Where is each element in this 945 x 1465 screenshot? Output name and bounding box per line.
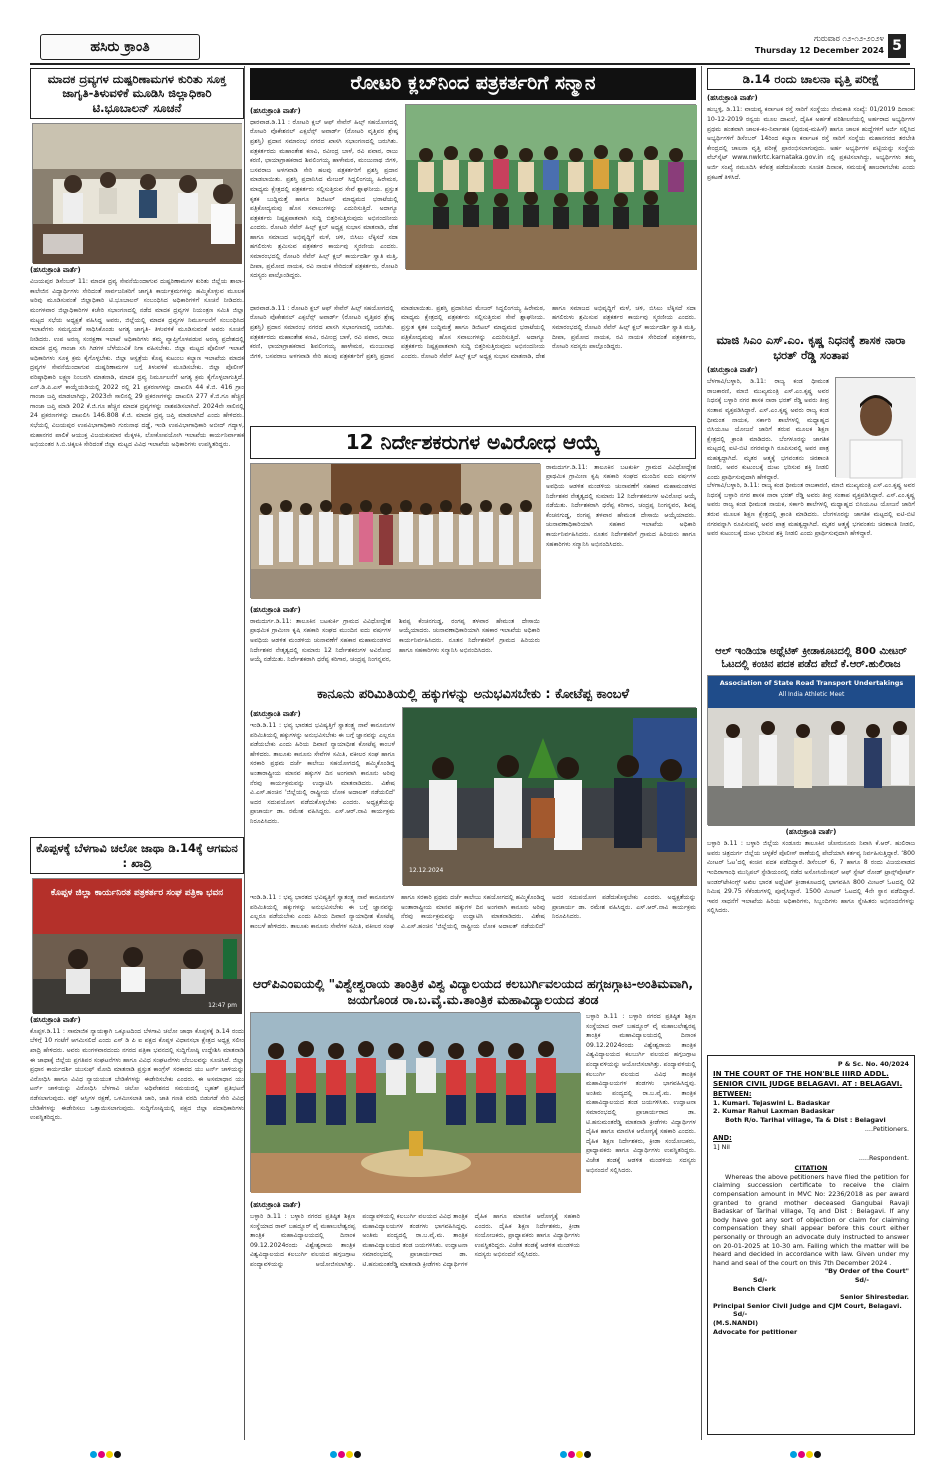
headline-tug-of-war: ಆರ್‌ಪಿಎಂಐಯಲ್ಲಿ "ವಿಶ್ವೇಶ್ವರಾಯ ತಾಂತ್ರಿಕ ವಿಶ್ವ ವಿದ್ಯಾಲಯದ ಕಲಬುರ್ಗಿವಲಯದ ಹಗ್ಗಜಗ್ಗಾಟ-ಅಂತಿಮವಾಗಿ, ಜಯಗೊಂಡ ರಾ.ಬ.ವೈ.ಮ.ತಾಂತ್ರಿಕ ಮಹಾವಿದ್ಯಾಲಯದ ತಂಡ [252,976,694,1007]
photo-meeting [32,123,242,263]
notice-and: AND: [713,1134,732,1143]
notice-shirestedar: Senior Shirestedar. [839,1293,909,1302]
photo-banner-press-bhavan: ಕೊಪ್ಪಳ ಜಿಲ್ಲಾ ಕಾರ್ಯನಿರತ ಪತ್ರಕರ್ತರ ಸಂಘ ಪತ್ರಿಕಾ ಭವನ [50,887,224,898]
notice-order: "By Order of the Court" [824,1267,909,1276]
photo-banner-asrtu: Association of State Road Transport Undertakings [719,679,904,688]
photo-directors-group [250,463,540,598]
article-body-law-bottom: ಇಂಡಿ.ಡಿ.11 : ಭವ್ಯ ಭಾರತದ ಭವಿಷ್ಯತ್ತಿಗೆ ಸ್ವಾತಂತ್ರ್ಯ ನಾವೆ ಕಾನೂನುಗಳ ಪರಿಮಿತಿಯಲ್ಲಿ ಹಕ್ಕುಗಳನ್ನು ಅನುಭವಿಸಬೇಕು ಈ ಬಗ್ಗೆ ಜ್ಞಾನವನ್ನು ಎಲ್ಲರೂ ಪಡೆಯಬೇಕು ಎಂದು ಹಿರಿಯ ದಿವಾಣಿ ನ್ಯಾಯಾಧೀಶ ಕೋಟೆಪ್ಪ ಕಾಂಬಳೆ ಹೇಳಿದರು. ತಾಲೂಕು ಕಾನೂನು ಸೇವೆಗಳ ಸಮಿತಿ, ವಕೀಲರ ಸಂಘ ಹಾಗೂ ಸರಕಾರಿ ಪ್ರಥಮ ದರ್ಜೆ ಕಾಲೇಜು ಸಹಯೋಗದಲ್ಲಿ ಹಮ್ಮಿಕೊಂಡಿದ್ದ ಅಂತಾರಾಷ್ಟ್ರೀಯ ಮಾನವ ಹಕ್ಕುಗಳ ದಿನ ಅಂಗವಾಗಿ ಕಾನೂನು ಅರಿವು ನೆರವು ಕಾರ್ಯಕ್ರಮವನ್ನು ಉದ್ಘಾಟಿಸಿ ಮಾತನಾಡಿದರು. ವಿಶೇಷ ವಿ.ಎಸ್.ಹಂಚಿನ 'ಜಿಲ್ಲೆಯಲ್ಲಿ ರಾಷ್ಟ್ರೀಯ ಲೋಕ ಅದಾಲತ್ ನಡೆಯಲಿದೆ' ಅದರ ಸದುಪಯೋಗ ಪಡೆದುಕೊಳ್ಳಬೇಕು ಎಂದರು. ಅಧ್ಯಕ್ಷತೆಯನ್ನು ಪ್ರಾಚಾರ್ಯ ಡಾ. ರಮೇಶ ವಹಿಸಿದ್ದರು. ಎಸ್.ಆರ್.ನಾವಿ ಕಾರ್ಯಕ್ರಮ ನಿರೂಪಿಸಿದರು. [250,894,696,930]
article-condolence [707,377,915,639]
article-body-directors-side: ರಾಮದುರ್ಗ.ಡಿ.11: ತಾಲೂಕಿನ ಬಟಕುರ್ಕಿ ಗ್ರಾಮದ ವಿವಿಧೋದ್ದೇಶ ಪ್ರಾಥಮಿಕ ಗ್ರಾಮೀಣ ಕೃಷಿ ಸಹಕಾರಿ ಸಂಘದ ಮುಂದಿನ ಐದು ವರ್ಷಗಳ ಅವಧಿಯ ಆಡಳಿತ ಮಂಡಳಿಯ ಚುನಾವಣೆಗೆ ಸಹಕಾರ ಮಹಾಮಂಡಳದ ನಿರ್ದೇಶಕರ ನೇತೃತ್ವದಲ್ಲಿ ಸುಮಾರು 12 ನಿರ್ದೇಶಕರುಗಳ ಅವಿರೋಧ ಆಯ್ಕೆ ನಡೆಯಿತು. ನಿರ್ದೇಶಕರಾಗಿ ಧರೆಪ್ಪ ಕರಿಗಾರ, ಚಂದ್ರಪ್ಪ ನಿಂಗನ್ನವರ, ಶಿವಪ್ಪ ಕೆಂಚನಗುಡ್ಡ, ರಂಗಪ್ಪ ತಳವಾರ ಹೇಮಂತ ದೇಸಾಯಿ ಆಯ್ಕೆಯಾದರು. ಚುನಾವಣಾಧಿಕಾರಿಯಾಗಿ ಸಹಕಾರ ಇಲಾಖೆಯ ಅಧಿಕಾರಿ ಕಾರ್ಯನಿರ್ವಹಿಸಿದರು. ನೂತನ ನಿರ್ದೇಶಕರಿಗೆ ಗ್ರಾಮದ ಹಿರಿಯರು ಹಾಗೂ ಸಹಕಾರಿಗಳು ಸನ್ಮಾನಿಸಿ ಅಭಿನಂದಿಸಿದರು. [546,463,696,548]
byline: (ಹಸಿರುಕ್ರಾಂತಿ ವಾರ್ತೆ) [30,266,81,275]
right-column [701,66,915,1440]
registration-marks-center-right [560,1443,592,1451]
notice-body: Whereas the above petitioners have filed the petition for claiming succession certificate to receive the claim compensation amount in MVC No: 2236/2018 as per award granted to grand mother deceased Gangubai Ravaji Badaskar of Tarihal village, Tq and Dist : Belagavi. If any body have got any sort of objection or claim for claiming compensation they shall appear before this court either personally or through an advocate duly instructed to answer on 20-01-2025 at 10-30 am. Failing which the matter will be heard and decided in accordance with law. Given under my hand and seal of the court on this 7th December 2024 . [713,1172,909,1267]
article-body-belagavi-chalo: ಕೊಪ್ಪಳ.ಡಿ.11 : ಸಾಮಾಜಿಕ ನ್ಯಾಯಕ್ಕಾಗಿ ಒಕ್ಕೂಟದಿಂದ ಬೆಳಗಾವಿ ಚಲೋ ಜಾಥಾ ಕೊಪ್ಪಳಕ್ಕೆ ಡಿ.14 ರಂದು ಬೆಳಿಗ್ಗೆ 10 ಗಂಟೆಗೆ ಆಗಮಿಸಲಿದೆ ಎಂದು ಎಸ್ ಡಿ ಪಿ ಐ ಪಕ್ಷದ ಕೊಪ್ಪಳ ವಿಧಾನಸಭಾ ಕ್ಷೇತ್ರದ ಅಧ್ಯಕ್ಷ ಸಲೀಂ ಖಾದ್ರಿ ಹೇಳಿದರು. ಅವರು ಮಂಗಳವಾರದಂದು ನಗರದ ಪತ್ರಿಕಾ ಭವನದಲ್ಲಿ ಸುದ್ದಿಗೋಷ್ಠಿ ಉದ್ದೇಶಿಸಿ ಮಾತನಾಡಿ ಈ ಜಾಥಾಕ್ಕೆ ಜಿಲ್ಲೆಯ ಪ್ರಗತಿಪರ ಸಂಘಟನೆಗಳು ಹಾಗೂ ವಿವಿಧ ಸಂಘಟನೆಗಳು ಬೆಂಬಲವನ್ನು ಸೂಚಿಸಿದೆ. ಜಿಲ್ಲಾ ಪ್ರಧಾನ ಕಾರ್ಯದರ್ಶಿ ಯುಸುಫ್ ಮೋದಿ ಮಾತನಾಡಿ ಪ್ರಸ್ತುತ ಕಾಂಗ್ರೆಸ್ ಸರಕಾರದ ಯು ಟರ್ನ್ ಚಾಳಿಯನ್ನು ವಿರೋಧಿಸಿ ಹಾಗೂ ವಿವಿಧ ನ್ಯಾಯಯುತ ಬೇಡಿಕೆಗಳನ್ನು ಈಡೇರಿಸಬೇಕು ಎಂದರು. ಈ ಅಸಮಾಧಾನ ಯು ಟರ್ನ್ ಚಾಳಿಯನ್ನು ವಿರೋಧಿಸಿ ಬೆಳಗಾವಿ ಚಲೋ ಅಧಿವೇಶನದ ಸಮಯದಲ್ಲಿ ಬೃಹತ್ ಪ್ರತಿಭಟನೆ ನಡೆಸಲಾಗುವುದು. ವಕ್ಫ್ ಆಸ್ತಿಗಳ ರಕ್ಷಣೆ, ಒಳಮೀಸಲಾತಿ ಜಾರಿ, ಜಾತಿ ಗಣತಿ ವರದಿ ಬಿಡುಗಡೆ ಸೇರಿ ವಿವಿಧ ಬೇಡಿಕೆಗಳನ್ನು ಈಡೇರಿಸಲು ಒತ್ತಾಯಿಸಲಾಗುವುದು. ಸುದ್ದಿಗೋಷ್ಠಿಯಲ್ಲಿ ಪಕ್ಷದ ಜಿಲ್ಲಾ ಪದಾಧಿಕಾರಿಗಳು ಉಪಸ್ಥಿತರಿದ್ದರು. [30,1027,244,1122]
notice-ref: P & Sc. No. 40/2024 [837,1060,909,1069]
headline-law: ಕಾನೂನು ಪರಿಮಿತಿಯಲ್ಲಿ ಹಕ್ಕುಗಳನ್ನು ಅನುಭವಿಸಬೇಕು : ಕೋಟೆಪ್ಪ ಕಾಂಬಳೆ [317,686,629,702]
article-body-rotary-top: ಧಾರವಾಡ.ಡಿ.11 : ರೋಟರಿ ಕ್ಲಬ್ ಆಫ್ ಸೇವೆನ್ ಹಿಲ್ಸ್ ಸಹಯೋಗದಲ್ಲಿ ರೋಟರಿ ವೊಕೇಶನಲ್ ಎಕ್ಸಲೆನ್ಸ್ ಅವಾರ್ಡ್ (ರೋಟರಿ ವೃತ್ತಿಪರ ಶ್ರೇಷ್ಠ ಪ್ರಶಸ್ತಿ) ಪ್ರದಾನ ಸಮಾರಂಭ ನಗರದ ಖಾಸಗಿ ಸಭಾಂಗಣದಲ್ಲಿ ಜರುಗಿತು. ಪತ್ರಕರ್ತರದು ಮಹಾಂತೇಶ ಕಣವಿ, ರವೀಂದ್ರ ಬಾಳೆ, ರವಿ ಪವಾರ, ರಾಜು ಕರಣಿ, ಛಾಯಾಗ್ರಾಹಕರಾದ ಶಿವಲಿಂಗಯ್ಯ ಹಾಳೇಮಠ, ಮಂಜುನಾಥ ಜಿಗಳಿ, ಬಸವರಾಜ ಅಳಗವಾಡಿ ಸೇರಿ ಹಲವು ಪತ್ರಕರ್ತರಿಗೆ ಪ್ರಶಸ್ತಿ ಪ್ರದಾನ ಮಾಡಲಾಯಿತು. ಪ್ರಶಸ್ತಿ ಪ್ರದಾನಿಸಿದ ಮೇಜರ್ ಸಿದ್ದಲಿಂಗಯ್ಯ ಹಿರೇಮಠ, ಮಾಧ್ಯಮ ಕ್ಷೇತ್ರದಲ್ಲಿ ಪತ್ರಕರ್ತರು ಸಲ್ಲಿಸುತ್ತಿರುವ ಸೇವೆ ಶ್ಲಾಘನೀಯ. ಪ್ರಸ್ತುತ ಕೃತಕ ಬುದ್ಧಿಮತ್ತೆ ಹಾಗೂ ಡಿಜಿಟಲ್ ಮಾಧ್ಯಮದ ಭರಾಟೆಯಲ್ಲಿ ಪತ್ರಿಕೋದ್ಯಮವು ಹೊಸ ಸವಾಲುಗಳನ್ನು ಎದುರಿಸುತ್ತಿದೆ. ಅದಾಗ್ಯೂ ಪತ್ರಕರ್ತರು ನಿಷ್ಪಕ್ಷಪಾತವಾಗಿ ಸುದ್ದಿ ಬಿತ್ತರಿಸುತ್ತಿರುವುದು ಅಭಿನಂದನೀಯ ಎಂದರು. ರೋಟರಿ ಸೆವೆನ್ ಹಿಲ್ಸ್ ಕ್ಲಬ್ ಅಧ್ಯಕ್ಷ ಸುಭಾಸ ಮಾತನಾಡಿ, ದೇಶ ಹಾಗೂ ಸಮಾಜದ ಅಭಿವೃದ್ಧಿಗೆ ಮಳೆ, ಚಳಿ, ಬಿಸಿಲು ಲೆಕ್ಕಿಸದೆ ಸದಾ ಹಗಲಿರುಳು ಶ್ರಮಿಸುವ ಪತ್ರಕರ್ತರ ಕಾರ್ಯವು ಸ್ಮರಣೀಯ ಎಂದರು. ಸಮಾರಂಭದಲ್ಲಿ ರೋಟರಿ ಸೆವೆನ್ ಹಿಲ್ಸ್ ಕ್ಲಬ್ ಕಾರ್ಯದರ್ಶಿ ಸ್ವಾತಿ ಮತ್ತಿ, ದೀಪಾ, ಪ್ರಮೋದ ನಾಯಕ, ರವಿ ನಾಯಕ ಸೇರಿದಂತೆ ಪತ್ರಕರ್ತರು, ರೋಟರಿ ಸದಸ್ಯರು ಪಾಲ್ಗೊಂಡಿದ್ದರು. [250,118,398,280]
byline: (ಹಸಿರುಕ್ರಾಂತಿ ವಾರ್ತೆ) [30,1015,81,1024]
court-notice [707,1055,915,1435]
byline: (ಹಸಿರುಕ್ರಾಂತಿ ವಾರ್ತೆ) [785,828,837,837]
article-tug-of-war [250,1012,696,1384]
byline: (ಹಸಿರುಕ್ರಾಂತಿ ವಾರ್ತೆ) [707,94,758,103]
article-directors [250,463,696,683]
paper-name: ಹಸಿರು ಕ್ರಾಂತಿ [40,34,200,60]
headline-drug-awareness: ಮಾದಕ ದ್ರವ್ಯಗಳ ದುಷ್ಪರಿಣಾಮಗಳ ಕುರಿತು ಸೂಕ್ತ ಜಾಗೃತಿ-ತಿಳುವಳಿಕೆ ಮೂಡಿಸಿ ಜಿಲ್ಲಾಧಿಕಾರಿ ಟಿ.ಭೂಬಾಲನ್ ಸೂಚನೆ [30,68,244,119]
photo-timestamp: 12.12.2024 [409,867,444,874]
notice-sd-2: Sd/- [854,1276,869,1284]
photo-tug-of-war-team [250,1012,580,1192]
photo-law-event [402,707,696,885]
left-column [30,66,245,1440]
registration-marks-right [790,1443,822,1451]
date-block [755,33,884,57]
middle-column [250,66,696,1440]
photo-press-meet [32,878,242,1013]
header-rule [30,63,910,65]
notice-respondent-nil: 1] Nil [713,1143,730,1152]
notice-principal-judge: Principal Senior Civil Judge and CJM Court, Belagavi. [713,1301,902,1310]
article-rotary [250,104,696,424]
date-kannada: ಗುರುವಾರ ೧೨-೧೨-೨೦೨೪ [814,34,884,43]
headline-directors: 12 ನಿರ್ದೇಶಕರುಗಳ ಅವಿರೋಧ ಆಯ್ಕೆ [250,426,696,459]
headline-condolence: ಮಾಜಿ ಸಿಎಂ ಎಸ್.ಎಂ. ಕೃಷ್ಣ ನಿಧನಕ್ಕೆ ಶಾಸಕ ನಾರಾ ಭರತ್ ರೆಡ್ಡಿ ಸಂತಾಪ [716,333,906,362]
notice-citation: CITATION [794,1164,828,1173]
registration-marks-left [90,1443,122,1451]
notice-sd-1: Sd/- [753,1276,768,1284]
date-english: Thursday 12 December 2024 [754,46,884,55]
article-body-tug-side: ಬಳ್ಳಾರಿ ಡಿ.11 : ಬಳ್ಳಾರಿ ನಗರದ ಪ್ರತಿಷ್ಠಿತ ಶಿಕ್ಷಣ ಸಂಸ್ಥೆಯಾದ ರಾವ್ ಬಹದ್ದೂರ್ ವೈ ಮಹಾಬಲೇಶ್ವರಪ್ಪ ತಾಂತ್ರಿಕ ಮಹಾವಿದ್ಯಾಲಯದಲ್ಲಿ ದಿನಾಂಕ 09.12.2024ರಂದು ವಿಶ್ವೇಶ್ವರಾಯ ತಾಂತ್ರಿಕ ವಿಶ್ವವಿದ್ಯಾಲಯದ ಕಲಬುರ್ಗಿ ವಲಯದ ಹಗ್ಗಜಗ್ಗಾಟ ಪಂದ್ಯಾವಳಿಯನ್ನು ಆಯೋಜಿಸಲಾಗಿತ್ತು. ಪಂದ್ಯಾವಳಿಯಲ್ಲಿ ಕಲಬುರ್ಗಿ ವಲಯದ ವಿವಿಧ ತಾಂತ್ರಿಕ ಮಹಾವಿದ್ಯಾಲಯಗಳ ತಂಡಗಳು ಭಾಗವಹಿಸಿದ್ದವು. ಅಂತಿಮ ಪಂದ್ಯದಲ್ಲಿ ರಾ.ಬ.ವೈ.ಮ. ತಾಂತ್ರಿಕ ಮಹಾವಿದ್ಯಾಲಯದ ತಂಡ ಜಯಗಳಿಸಿತು. ಉದ್ಘಾಟನಾ ಸಮಾರಂಭದಲ್ಲಿ ಪ್ರಾಚಾರ್ಯರಾದ ಡಾ. ಟಿ.ಹನುಮಂತರೆಡ್ಡಿ ಮಾತನಾಡಿ ಕ್ರೀಡೆಗಳು ವಿದ್ಯಾರ್ಥಿಗಳ ದೈಹಿಕ ಹಾಗೂ ಮಾನಸಿಕ ಆರೋಗ್ಯಕ್ಕೆ ಸಹಕಾರಿ ಎಂದರು. ದೈಹಿಕ ಶಿಕ್ಷಣ ನಿರ್ದೇಶಕರು, ಕ್ರೀಡಾ ಸಂಯೋಜಕರು, ಪ್ರಾಧ್ಯಾಪಕರು ಹಾಗೂ ವಿದ್ಯಾರ್ಥಿಗಳು ಉಪಸ್ಥಿತರಿದ್ದರು. ವಿಜೇತ ತಂಡಕ್ಕೆ ಆಡಳಿತ ಮಂಡಳಿಯ ಸದಸ್ಯರು ಅಭಿನಂದನೆ ಸಲ್ಲಿಸಿದರು. [586,1013,696,1174]
photo-mla-portrait [835,377,915,477]
notice-party-2: 2. Kumar Rahul Laxman Badaskar [713,1107,835,1116]
article-body-condolence-side: ಬೆಳಗಾವಿ/ಬಳ್ಳಾರಿ, ಡಿ.11: ರಾಜ್ಯ ಕಂಡ ಧೀಮಂತ ರಾಜಕಾರಣಿ, ಮಾಜಿ ಮುಖ್ಯಮಂತ್ರಿ ಎಸ್.ಎಂ.ಕೃಷ್ಣ ಅವರ ನಿಧನಕ್ಕೆ ಬಳ್ಳಾರಿ ನಗರ ಶಾಸಕ ನಾರಾ ಭರತ್ ರೆಡ್ಡಿ ಅವರು ತೀವ್ರ ಸಂತಾಪ ವ್ಯಕ್ತಪಡಿಸಿದ್ದಾರೆ. ಎಸ್.ಎಂ.ಕೃಷ್ಣ ಅವರು ರಾಜ್ಯ ಕಂಡ ಧೀಮಂತ ನಾಯಕ, ಸರ್ಕಾರಿ ಶಾಲೆಗಳಲ್ಲಿ ಮಧ್ಯಾಹ್ನದ ಬಿಸಿಯೂಟ ಯೋಜನೆ ಜಾರಿಗೆ ತರುವ ಮೂಲಕ ಶಿಕ್ಷಣ ಕ್ಷೇತ್ರದಲ್ಲಿ ಕ್ರಾಂತಿ ಮಾಡಿದರು. ಬೆಂಗಳೂರನ್ನು ಜಾಗತಿಕ ಮಟ್ಟದಲ್ಲಿ ಐಟಿ-ಬಿಟಿ ನಗರವನ್ನಾಗಿ ರೂಪಿಸುವಲ್ಲಿ ಅವರ ಪಾತ್ರ ಮಹತ್ವದ್ದಾಗಿದೆ. ಮೃತರ ಆತ್ಮಕ್ಕೆ ಭಗವಂತನು ಚಿರಶಾಂತಿ ನೀಡಲಿ, ಅವರ ಕುಟುಂಬಕ್ಕೆ ದುಃಖ ಭರಿಸುವ ಶಕ್ತಿ ನೀಡಲಿ ಎಂದು ಪ್ರಾರ್ಥಿಸುವುದಾಗಿ ಹೇಳಿದ್ದಾರೆ. [707,378,829,482]
notice-advocate-name: (M.S.NANDI) [713,1318,758,1327]
article-body-law-left: ಇಂಡಿ.ಡಿ.11 : ಭವ್ಯ ಭಾರತದ ಭವಿಷ್ಯತ್ತಿಗೆ ಸ್ವಾತಂತ್ರ್ಯ ನಾವೆ ಕಾನೂನುಗಳ ಪರಿಮಿತಿಯಲ್ಲಿ ಹಕ್ಕುಗಳನ್ನು ಅನುಭವಿಸಬೇಕು ಈ ಬಗ್ಗೆ ಜ್ಞಾನವನ್ನು ಎಲ್ಲರೂ ಪಡೆಯಬೇಕು ಎಂದು ಹಿರಿಯ ದಿವಾಣಿ ನ್ಯಾಯಾಧೀಶ ಕೋಟೆಪ್ಪ ಕಾಂಬಳೆ ಹೇಳಿದರು. ತಾಲೂಕು ಕಾನೂನು ಸೇವೆಗಳ ಸಮಿತಿ, ವಕೀಲರ ಸಂಘ ಹಾಗೂ ಸರಕಾರಿ ಪ್ರಥಮ ದರ್ಜೆ ಕಾಲೇಜು ಸಹಯೋಗದಲ್ಲಿ ಹಮ್ಮಿಕೊಂಡಿದ್ದ ಅಂತಾರಾಷ್ಟ್ರೀಯ ಮಾನವ ಹಕ್ಕುಗಳ ದಿನ ಅಂಗವಾಗಿ ಕಾನೂನು ಅರಿವು ನೆರವು ಕಾರ್ಯಕ್ರಮವನ್ನು ಉದ್ಘಾಟಿಸಿ ಮಾತನಾಡಿದರು. ವಿಶೇಷ ವಿ.ಎಸ್.ಹಂಚಿನ 'ಜಿಲ್ಲೆಯಲ್ಲಿ ರಾಷ್ಟ್ರೀಯ ಲೋಕ ಅದಾಲತ್ ನಡೆಯಲಿದೆ' ಅದರ ಸದುಪಯೋಗ ಪಡೆದುಕೊಳ್ಳಬೇಕು ಎಂದರು. ಅಧ್ಯಕ್ಷತೆಯನ್ನು ಪ್ರಾಚಾರ್ಯ ಡಾ. ರಮೇಶ ವಹಿಸಿದ್ದರು. ಎಸ್.ಆರ್.ನಾವಿ ಕಾರ್ಯಕ್ರಮ ನಿರೂಪಿಸಿದರು. [250,722,395,825]
photo-rotary-group [405,104,696,269]
photo-timestamp: 12:47 pm [208,1001,237,1009]
article-body-rotary-bottom: ಧಾರವಾಡ.ಡಿ.11 : ರೋಟರಿ ಕ್ಲಬ್ ಆಫ್ ಸೇವೆನ್ ಹಿಲ್ಸ್ ಸಹಯೋಗದಲ್ಲಿ ರೋಟರಿ ವೊಕೇಶನಲ್ ಎಕ್ಸಲೆನ್ಸ್ ಅವಾರ್ಡ್ (ರೋಟರಿ ವೃತ್ತಿಪರ ಶ್ರೇಷ್ಠ ಪ್ರಶಸ್ತಿ) ಪ್ರದಾನ ಸಮಾರಂಭ ನಗರದ ಖಾಸಗಿ ಸಭಾಂಗಣದಲ್ಲಿ ಜರುಗಿತು. ಪತ್ರಕರ್ತರದು ಮಹಾಂತೇಶ ಕಣವಿ, ರವೀಂದ್ರ ಬಾಳೆ, ರವಿ ಪವಾರ, ರಾಜು ಕರಣಿ, ಛಾಯಾಗ್ರಾಹಕರಾದ ಶಿವಲಿಂಗಯ್ಯ ಹಾಳೇಮಠ, ಮಂಜುನಾಥ ಜಿಗಳಿ, ಬಸವರಾಜ ಅಳಗವಾಡಿ ಸೇರಿ ಹಲವು ಪತ್ರಕರ್ತರಿಗೆ ಪ್ರಶಸ್ತಿ ಪ್ರದಾನ ಮಾಡಲಾಯಿತು. ಪ್ರಶಸ್ತಿ ಪ್ರದಾನಿಸಿದ ಮೇಜರ್ ಸಿದ್ದಲಿಂಗಯ್ಯ ಹಿರೇಮಠ, ಮಾಧ್ಯಮ ಕ್ಷೇತ್ರದಲ್ಲಿ ಪತ್ರಕರ್ತರು ಸಲ್ಲಿಸುತ್ತಿರುವ ಸೇವೆ ಶ್ಲಾಘನೀಯ. ಪ್ರಸ್ತುತ ಕೃತಕ ಬುದ್ಧಿಮತ್ತೆ ಹಾಗೂ ಡಿಜಿಟಲ್ ಮಾಧ್ಯಮದ ಭರಾಟೆಯಲ್ಲಿ ಪತ್ರಿಕೋದ್ಯಮವು ಹೊಸ ಸವಾಲುಗಳನ್ನು ಎದುರಿಸುತ್ತಿದೆ. ಅದಾಗ್ಯೂ ಪತ್ರಕರ್ತರು ನಿಷ್ಪಕ್ಷಪಾತವಾಗಿ ಸುದ್ದಿ ಬಿತ್ತರಿಸುತ್ತಿರುವುದು ಅಭಿನಂದನೀಯ ಎಂದರು. ರೋಟರಿ ಸೆವೆನ್ ಹಿಲ್ಸ್ ಕ್ಲಬ್ ಅಧ್ಯಕ್ಷ ಸುಭಾಸ ಮಾತನಾಡಿ, ದೇಶ ಹಾಗೂ ಸಮಾಜದ ಅಭಿವೃದ್ಧಿಗೆ ಮಳೆ, ಚಳಿ, ಬಿಸಿಲು ಲೆಕ್ಕಿಸದೆ ಸದಾ ಹಗಲಿರುಳು ಶ್ರಮಿಸುವ ಪತ್ರಕರ್ತರ ಕಾರ್ಯವು ಸ್ಮರಣೀಯ ಎಂದರು. ಸಮಾರಂಭದಲ್ಲಿ ರೋಟರಿ ಸೆವೆನ್ ಹಿಲ್ಸ್ ಕ್ಲಬ್ ಕಾರ್ಯದರ್ಶಿ ಸ್ವಾತಿ ಮತ್ತಿ, ದೀಪಾ, ಪ್ರಮೋದ ನಾಯಕ, ರವಿ ನಾಯಕ ಸೇರಿದಂತೆ ಪತ್ರಕರ್ತರು, ರೋಟರಿ ಸದಸ್ಯರು ಪಾಲ್ಗೊಂಡಿದ್ದರು. [250,304,696,360]
notice-respondent: .....Respondent. [858,1153,909,1162]
notice-signatures [713,1276,909,1285]
byline: (ಹಸಿರುಕ್ರಾಂತಿ ವಾರ್ತೆ) [250,605,301,614]
photo-athletics-medal [707,675,915,825]
registration-marks-center-left [330,1443,362,1451]
article-body-driving-test: ಹುಬ್ಬಳ್ಳಿ, ಡಿ.11: ವಾಯವ್ಯ ಕರ್ನಾಟಕ ರಸ್ತೆ ಸಾರಿಗೆ ಸಂಸ್ಥೆಯು ನೇಮಕಾತಿ ಸಂಖ್ಯೆ: 01/2019 ದಿನಾಂಕ: 10-12-2019 ರನ್ವಯ ಮೂಲ ದಾಖಲೆ, ದೈಹಿಕ ಅರ್ಹತೆ ಪರಿಶೀಲನೆಯಲ್ಲಿ ಅರ್ಹರಾದ ಅಭ್ಯರ್ಥಿಗಳ ಪ್ರಥಮ ಹಂತವಾಗಿ ಚಾಲಕ-ಕಂ-ನಿರ್ವಾಹಕ (ಪುರುಷ-ಮಹಿಳೆ) ಹಾಗೂ ಚಾಲಕ ಹುದ್ದೆಗಳಿಗೆ ಅರ್ಜಿ ಸಲ್ಲಿಸಿದ ಅಭ್ಯರ್ಥಿಗಳಿಗೆ ಡಿಸೆಂಬರ್ 14ರಿಂದ ಕಲ್ಯಾಣ ಕರ್ನಾಟಕ ರಸ್ತೆ ಸಾರಿಗೆ ಸಂಸ್ಥೆಯ ಮಹಾನಗರದ ತರಬೇತಿ ಕೇಂದ್ರದಲ್ಲಿ ಚಾಲನಾ ವೃತ್ತಿ ಪರೀಕ್ಷೆ ಪ್ರಾರಂಭಿಸಲಾಗುವುದು. ಅರ್ಹ ಅಭ್ಯರ್ಥಿಗಳ ಪಟ್ಟಿಯನ್ನು ಸಂಸ್ಥೆಯ ವೆಬ್‌ಸೈಟ್ www.nwkrtc.karnataka.gov.in ನಲ್ಲಿ ಪ್ರಕಟಿಸಲಾಗಿದ್ದು, ಅಭ್ಯರ್ಥಿಗಳು ತಮ್ಮ ಅರ್ಜಿ ಸಂಖ್ಯೆ ನಮೂದಿಸಿ ಕರೆಪತ್ರ ಪಡೆದುಕೊಂಡು ಸೂಚಿತ ದಿನಾಂಕ, ಸಮಯಕ್ಕೆ ಹಾಜರಾಗಬೇಕು ಎಂದು ಪ್ರಕಟಣೆ ತಿಳಿಸಿದೆ. [707,106,915,181]
article-body-directors: ರಾಮದುರ್ಗ.ಡಿ.11: ತಾಲೂಕಿನ ಬಟಕುರ್ಕಿ ಗ್ರಾಮದ ವಿವಿಧೋದ್ದೇಶ ಪ್ರಾಥಮಿಕ ಗ್ರಾಮೀಣ ಕೃಷಿ ಸಹಕಾರಿ ಸಂಘದ ಮುಂದಿನ ಐದು ವರ್ಷಗಳ ಅವಧಿಯ ಆಡಳಿತ ಮಂಡಳಿಯ ಚುನಾವಣೆಗೆ ಸಹಕಾರ ಮಹಾಮಂಡಳದ ನಿರ್ದೇಶಕರ ನೇತೃತ್ವದಲ್ಲಿ ಸುಮಾರು 12 ನಿರ್ದೇಶಕರುಗಳ ಅವಿರೋಧ ಆಯ್ಕೆ ನಡೆಯಿತು. ನಿರ್ದೇಶಕರಾಗಿ ಧರೆಪ್ಪ ಕರಿಗಾರ, ಚಂದ್ರಪ್ಪ ನಿಂಗನ್ನವರ, ಶಿವಪ್ಪ ಕೆಂಚನಗುಡ್ಡ, ರಂಗಪ್ಪ ತಳವಾರ ಹೇಮಂತ ದೇಸಾಯಿ ಆಯ್ಕೆಯಾದರು. ಚುನಾವಣಾಧಿಕಾರಿಯಾಗಿ ಸಹಕಾರ ಇಲಾಖೆಯ ಅಧಿಕಾರಿ ಕಾರ್ಯನಿರ್ವಹಿಸಿದರು. ನೂತನ ನಿರ್ದೇಶಕರಿಗೆ ಗ್ರಾಮದ ಹಿರಿಯರು ಹಾಗೂ ಸಹಕಾರಿಗಳು ಸನ್ಮಾನಿಸಿ ಅಭಿನಂದಿಸಿದರು. [250,617,540,664]
notice-party-address: Both R/o. Tarihal village, Ta & Dist : Belagavi [725,1115,886,1124]
notice-bench-clerk: Bench Clerk [733,1284,776,1293]
page-number: 5 [888,34,906,58]
notice-between: BETWEEN: [713,1089,752,1098]
headline-rotary: ರೋಟರಿ ಕ್ಲಬ್‌ನಿಂದ ಪತ್ರಕರ್ತರಿಗೆ ಸನ್ಮಾನ [250,68,696,100]
headline-athletics: ಆಲ್ ಇಂಡಿಯಾ ಅಥ್ಲೆಟಿಕ್ ಕ್ರೀಡಾಕೂಟದಲ್ಲಿ 800 ಮೀಟರ್ ಓಟದಲ್ಲಿ ಕಂಚಿನ ಪದಕ ಪಡೆದ ಪೇದೆ ಕೆ.ಆರ್.ಹುಲಿರಾಜ [715,646,907,671]
byline: (ಹಸಿರುಕ್ರಾಂತಿ ವಾರ್ತೆ) [707,366,758,375]
byline: (ಹಸಿರುಕ್ರಾಂತಿ ವಾರ್ತೆ) [250,106,301,115]
byline: (ಹಸಿರುಕ್ರಾಂತಿ ವಾರ್ತೆ) [250,1201,301,1209]
headline-driving-test: ಡಿ.14 ರಂದು ಚಾಲನಾ ವೃತ್ತಿ ಪರೀಕ್ಷೆ [707,68,915,90]
article-body-drug-awareness: ವಿಜಯಪುರ ಡಿಸೆಂಬರ್ 11: ಮಾದಕ ದ್ರವ್ಯ ಸೇವನೆಯಿಂದಾಗುವ ದುಷ್ಪರಿಣಾಮಗಳ ಕುರಿತು ಜಿಲ್ಲೆಯ ಶಾಲಾ-ಕಾಲೇಜಿನ ವಿದ್ಯಾರ್ಥಿಗಳು ಸೇರಿದಂತೆ ಸಾರ್ವಜನಿಕರಿಗೆ ಜಾಗೃತಿ ಕಾರ್ಯಕ್ರಮಗಳನ್ನು ಹಮ್ಮಿಕೊಳ್ಳುವ ಮೂಲಕ ಅರಿವು ಮೂಡಿಸುವಂತೆ ಜಿಲ್ಲಾಧಿಕಾರಿ ಟಿ.ಭೂಬಾಲನ್ ಸಂಬಂಧಿಸಿದ ಅಧಿಕಾರಿಗಳಿಗೆ ಸೂಚನೆ ನೀಡಿದರು. ಮಂಗಳವಾರ ಜಿಲ್ಲಾಧಿಕಾರಿಗಳ ಕಚೇರಿ ಸಭಾಂಗಣದಲ್ಲಿ ನಡೆದ ಮಾದಕ ದ್ರವ್ಯಗಳ ನಿಯಂತ್ರಣ ಸಮಿತಿ ಜಿಲ್ಲಾ ಮಟ್ಟದ ಸಭೆಯ ಅಧ್ಯಕ್ಷತೆ ವಹಿಸಿದ್ದ ಅವರು, ಜಿಲ್ಲೆಯಲ್ಲಿ ಮಾದಕ ದ್ರವ್ಯಗಳ ನಿರ್ಮೂಲನೆಗೆ ಸಂಬಂಧಿಸಿದ ಇಲಾಖೆಗಳು ಸಮನ್ವಯತೆ ಸಾಧಿಸಿಕೊಂಡು ಅಗತ್ಯ ಜಾಗೃತಿ- ತಿಳುವಳಿಕೆ ಮೂಡಿಸುವಂತೆ ಅವರು ಸೂಚನೆ ನೀಡಿದರು. ಉಪ ಅರಣ್ಯ ಸಂರಕ್ಷಣಾ ಇಲಾಖೆ ಅಧಿಕಾರಿಗಳು ತಮ್ಮ ವ್ಯಾಪ್ತಿಗೊಳಪಡುವ ಅರಣ್ಯ ಪ್ರದೇಶದಲ್ಲಿ ಮಾದಕ ದ್ರವ್ಯ ಗಾಂಜಾ ಸಸಿ ಗಿಡಗಳ ಬೆಳೆಯುವಿಕೆ ನಿಗಾ ವಹಿಸಬೇಕು. ಜಿಲ್ಲಾ ಮಟ್ಟದ ಪೊಲೀಸ್ ಇಲಾಖೆ ಅಧಿಕಾರಿಗಳು ಸೂಕ್ತ ಕ್ರಮ ಕೈಗೊಳ್ಳಬೇಕು. ಜಿಲ್ಲಾ ಆಸ್ಪತ್ರೆಯ ಕೊಪ್ಪ ಕುಟುಂಬ ಕಲ್ಯಾಣ ಇಲಾಖೆಯ ಮಾದಕ ದ್ರವ್ಯಗಳ ಸೇವನೆಯಿಂದಾಗುವ ದುಷ್ಪರಿಣಾಮಗಳ ಬಗ್ಗೆ ತಿಳುವಳಿಕೆ ಮೂಡಿಸಬೇಕು. ಜಿಲ್ಲಾ ಪೊಲೀಸ್ ವರಿಷ್ಠಾಧಿಕಾರಿ ಲಕ್ಷ್ಮಣ ನಿಂಬರಗಿ ಮಾತನಾಡಿ, ಮಾದಕ ದ್ರವ್ಯ ನಿರ್ಮೂಲನೆಗೆ ಅಗತ್ಯ ಕ್ರಮ ಕೈಗೊಳ್ಳಲಾಗುತ್ತಿದೆ. ಎನ್.ಡಿ.ಪಿ.ಎಸ್ ಕಾಯ್ದೆಯಡಿಯಲ್ಲಿ 2022 ರಲ್ಲಿ 21 ಪ್ರಕರಣಗಳನ್ನು ದಾಖಲಿಸಿ 44 ಕೆ.ಜಿ. 416 ಗ್ರಾಂ ಗಾಂಜಾ ಜಪ್ತಿ ಮಾಡಲಾಗಿದ್ದು, 2023ನೇ ಸಾಲಿನಲ್ಲಿ 29 ಪ್ರಕರಣಗಳನ್ನು ದಾಖಲಿಸಿ 277 ಕೆ.ಜಿ.ಗೂ ಹೆಚ್ಚಿನ ಗಾಂಜಾ ಜಪ್ತಿ ಮಾಡಿ 202 ಕೆ.ಜಿ.ಗೂ ಹೆಚ್ಚಿನ ಮಾದಕ ದ್ರವ್ಯಗಳನ್ನು ನಾಶಪಡಿಸಲಾಗಿದೆ. 2024ನೇ ಸಾಲಿನಲ್ಲಿ 24 ಪ್ರಕರಣಗಳನ್ನು ದಾಖಲಿಸಿ 146.808 ಕೆ.ಜಿ. ಮಾದಕ ದ್ರವ್ಯ ಜಪ್ತಿ ಮಾಡಲಾಗಿದೆ ಎಂದು ಹೇಳಿದರು. ಸಭೆಯಲ್ಲಿ ವಿಜಯಪುರ ಉಪವಿಭಾಗಾಧಿಕಾರಿ ಗುರುನಾಥ ದಡ್ಡೆ, ಇಂಡಿ ಉಪವಿಭಾಗಾಧಿಕಾರಿ ಅಬೀದ್ ಗದ್ಯಾಳ, ಮಹಾನಗರ ಪಾಲಿಕೆ ಆಯುಕ್ತ ವಿಜಯಕುಮಾರ ಮೆಕ್ಕಳಕಿ, ಲೋಕೋಪಯೋಗಿ ಇಲಾಖೆಯ ಕಾರ್ಯನಿರ್ವಾಹಕ ಅಭಿಯಂತರ ಸಿ.ಬಿ.ಚಿಕ್ಕಲಕಿ ಸೇರಿದಂತೆ ಜಿಲ್ಲಾ ಮಟ್ಟದ ವಿವಿಧ ಇಲಾಖೆಯ ಅಧಿಕಾರಿಗಳು ಉಪಸ್ಥಿತರಿದ್ದರು. [30,278,244,449]
masthead [30,32,910,62]
photo-banner-meet: All India Athletic Meet [778,691,845,699]
notice-sd-3: Sd/- [733,1310,748,1319]
notice-advocate: Advocate for petitioner [713,1327,798,1336]
notice-title: IN THE COURT OF THE HON'BLE IIIRD ADDL. SENIOR CIVIL JUDGE BELAGAVI. AT : BELAGAVI. [713,1068,903,1088]
notice-party-1: 1. Kumari. Tejaswini L. Badaskar [713,1098,830,1107]
article-body-athletics: ಬಳ್ಳಾರಿ ಡಿ.11 : ಬಳ್ಳಾರಿ ಜಿಲ್ಲೆಯ ಸಂಡೂರು ತಾಲೂಕಿನ ಚೋರುನೂರು ನಿವಾಸಿ ಕೆ.ಆರ್. ಹುಲಿರಾಜ ಅವರು ಚಿತ್ರದುರ್ಗ ಜಿಲ್ಲೆಯ ಚಳ್ಳಕೆರೆ ಪೊಲೀಸ್ ಠಾಣೆಯಲ್ಲಿ ಪೇದೆಯಾಗಿ ಕರ್ತವ್ಯ ನಿರ್ವಹಿಸುತ್ತಿದ್ದಾರೆ. ‘800 ಮೀಟರ್ ಓಟ’ದಲ್ಲಿ ಕಂಚಿನ ಪದಕ ಪಡೆದಿದ್ದಾರೆ. ಡಿಸೆಂಬರ್ 6, 7 ಹಾಗೂ 8 ರಂದು ವಿಜಯವಾಡದ ಇಂದಿರಾಗಾಂಧಿ ಮುನ್ಸಿಪಲ್ ಸ್ಟೇಡಿಯಂನಲ್ಲಿ ನಡೆದ ಅಸೋಸಿಯೇಷನ್ ಆಫ್ ಸ್ಟೇಟ್ ರೋಡ್ ಟ್ರಾನ್ಸ್‌ಪೋರ್ಟ್ ಅಂಡರ್‌ಟೇಕಿಂಗ್ಸ್ ಅಖಿಲ ಭಾರತ ಅಥ್ಲೆಟಿಕ್ ಕ್ರೀಡಾಕೂಟದಲ್ಲಿ ಭಾಗವಹಿಸಿ 800 ಮೀಟರ್ ಓಟದಲ್ಲಿ 02 ನಿಮಿಷ 29.75 ಸೆಕೆಂಡುಗಳಲ್ಲಿ ಪೂರೈಸಿದ್ದಾರೆ. 1500 ಮೀಟರ್ ಓಟದಲ್ಲಿ 4ನೇ ಸ್ಥಾನ ಪಡೆದಿದ್ದಾರೆ. ಇವರ ಸಾಧನೆಗೆ ಇಲಾಖೆಯ ಹಿರಿಯ ಅಧಿಕಾರಿಗಳು, ಸಿಬ್ಬಂದಿಗಳು ಹಾಗೂ ಸ್ನೇಹಿತರು ಅಭಿನಂದನೆಗಳನ್ನು ಸಲ್ಲಿಸಿದರು. [707,840,915,915]
notice-petitioners: ....Petitioners. [864,1124,909,1133]
article-law [250,707,696,972]
headline-belagavi-chalo: ಕೊಪ್ಪಳಕ್ಕೆ ಬೆಳಗಾವಿ ಚಲೋ ಜಾಥಾ ಡಿ.14ಕ್ಕೆ ಆಗಮನ : ಖಾದ್ರಿ [30,837,244,874]
article-body-tug-of-war: ಬಳ್ಳಾರಿ ಡಿ.11 : ಬಳ್ಳಾರಿ ನಗರದ ಪ್ರತಿಷ್ಠಿತ ಶಿಕ್ಷಣ ಸಂಸ್ಥೆಯಾದ ರಾವ್ ಬಹದ್ದೂರ್ ವೈ ಮಹಾಬಲೇಶ್ವರಪ್ಪ ತಾಂತ್ರಿಕ ಮಹಾವಿದ್ಯಾಲಯದಲ್ಲಿ ದಿನಾಂಕ 09.12.2024ರಂದು ವಿಶ್ವೇಶ್ವರಾಯ ತಾಂತ್ರಿಕ ವಿಶ್ವವಿದ್ಯಾಲಯದ ಕಲಬುರ್ಗಿ ವಲಯದ ಹಗ್ಗಜಗ್ಗಾಟ ಪಂದ್ಯಾವಳಿಯನ್ನು ಆಯೋಜಿಸಲಾಗಿತ್ತು. ಪಂದ್ಯಾವಳಿಯಲ್ಲಿ ಕಲಬುರ್ಗಿ ವಲಯದ ವಿವಿಧ ತಾಂತ್ರಿಕ ಮಹಾವಿದ್ಯಾಲಯಗಳ ತಂಡಗಳು ಭಾಗವಹಿಸಿದ್ದವು. ಅಂತಿಮ ಪಂದ್ಯದಲ್ಲಿ ರಾ.ಬ.ವೈ.ಮ. ತಾಂತ್ರಿಕ ಮಹಾವಿದ್ಯಾಲಯದ ತಂಡ ಜಯಗಳಿಸಿತು. ಉದ್ಘಾಟನಾ ಸಮಾರಂಭದಲ್ಲಿ ಪ್ರಾಚಾರ್ಯರಾದ ಡಾ. ಟಿ.ಹನುಮಂತರೆಡ್ಡಿ ಮಾತನಾಡಿ ಕ್ರೀಡೆಗಳು ವಿದ್ಯಾರ್ಥಿಗಳ ದೈಹಿಕ ಹಾಗೂ ಮಾನಸಿಕ ಆರೋಗ್ಯಕ್ಕೆ ಸಹಕಾರಿ ಎಂದರು. ದೈಹಿಕ ಶಿಕ್ಷಣ ನಿರ್ದೇಶಕರು, ಕ್ರೀಡಾ ಸಂಯೋಜಕರು, ಪ್ರಾಧ್ಯಾಪಕರು ಹಾಗೂ ವಿದ್ಯಾರ್ಥಿಗಳು ಉಪಸ್ಥಿತರಿದ್ದರು. ವಿಜೇತ ತಂಡಕ್ಕೆ ಆಡಳಿತ ಮಂಡಳಿಯ ಸದಸ್ಯರು ಅಭಿನಂದನೆ ಸಲ್ಲಿಸಿದರು. [250,1213,580,1268]
byline: (ಹಸಿರುಕ್ರಾಂತಿ ವಾರ್ತೆ) [250,710,301,718]
article-body-condolence: ಬೆಳಗಾವಿ/ಬಳ್ಳಾರಿ, ಡಿ.11: ರಾಜ್ಯ ಕಂಡ ಧೀಮಂತ ರಾಜಕಾರಣಿ, ಮಾಜಿ ಮುಖ್ಯಮಂತ್ರಿ ಎಸ್.ಎಂ.ಕೃಷ್ಣ ಅವರ ನಿಧನಕ್ಕೆ ಬಳ್ಳಾರಿ ನಗರ ಶಾಸಕ ನಾರಾ ಭರತ್ ರೆಡ್ಡಿ ಅವರು ತೀವ್ರ ಸಂತಾಪ ವ್ಯಕ್ತಪಡಿಸಿದ್ದಾರೆ. ಎಸ್.ಎಂ.ಕೃಷ್ಣ ಅವರು ರಾಜ್ಯ ಕಂಡ ಧೀಮಂತ ನಾಯಕ, ಸರ್ಕಾರಿ ಶಾಲೆಗಳಲ್ಲಿ ಮಧ್ಯಾಹ್ನದ ಬಿಸಿಯೂಟ ಯೋಜನೆ ಜಾರಿಗೆ ತರುವ ಮೂಲಕ ಶಿಕ್ಷಣ ಕ್ಷೇತ್ರದಲ್ಲಿ ಕ್ರಾಂತಿ ಮಾಡಿದರು. ಬೆಂಗಳೂರನ್ನು ಜಾಗತಿಕ ಮಟ್ಟದಲ್ಲಿ ಐಟಿ-ಬಿಟಿ ನಗರವನ್ನಾಗಿ ರೂಪಿಸುವಲ್ಲಿ ಅವರ ಪಾತ್ರ ಮಹತ್ವದ್ದಾಗಿದೆ. ಮೃತರ ಆತ್ಮಕ್ಕೆ ಭಗವಂತನು ಚಿರಶಾಂತಿ ನೀಡಲಿ, ಅವರ ಕುಟುಂಬಕ್ಕೆ ದುಃಖ ಭರಿಸುವ ಶಕ್ತಿ ನೀಡಲಿ ಎಂದು ಪ್ರಾರ್ಥಿಸುವುದಾಗಿ ಹೇಳಿದ್ದಾರೆ. [707,482,915,538]
